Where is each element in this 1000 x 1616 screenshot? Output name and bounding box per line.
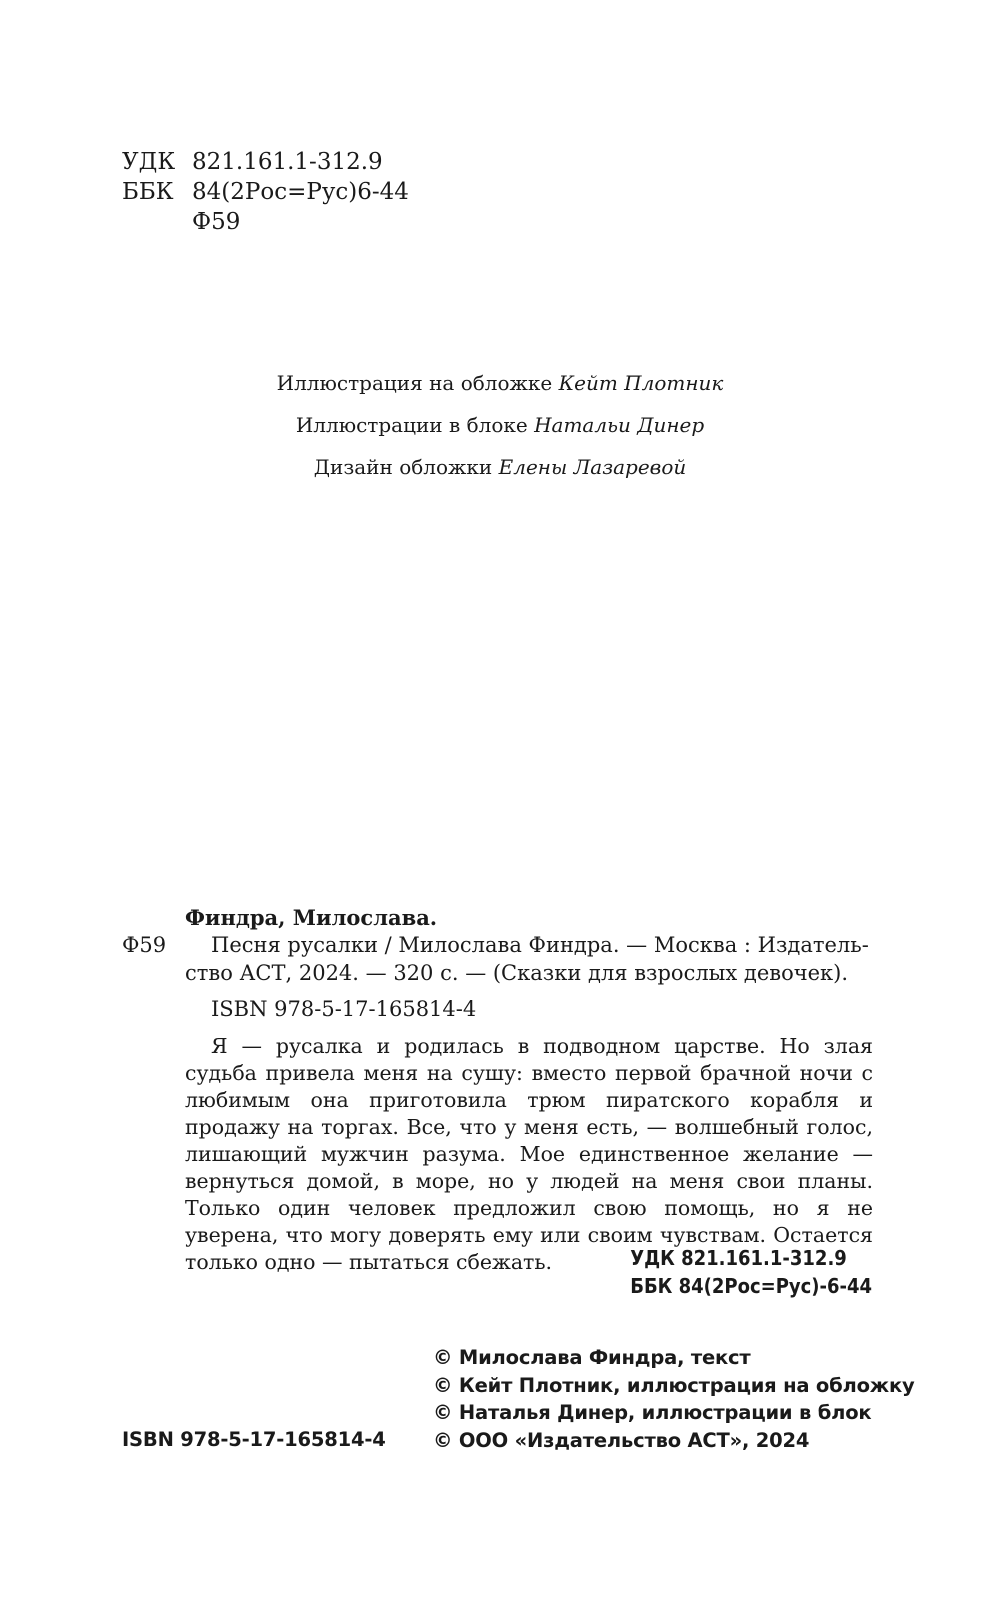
credit-line: [0, 411, 1000, 439]
record-mark: Ф59: [122, 933, 167, 957]
credit-line: [0, 453, 1000, 481]
bbk-label: ББК: [122, 179, 174, 205]
record-annotation: Я — русалка и родилась в подводном царстве. Но злая судьба привела меня на сушу: вместо первой брачной ночи с любимым она приготовила трюм пиратского корабля и продажу на торгах. Все, что у меня есть, — волшебный голос, лишающий мужчин разума. Мое единственное желание — вернуться домой, в море, но у людей на меня свои планы. Только один человек предложил свою помощь, но я не уверена, что могу доверять ему или своим чувствам. Остается только одно — пытаться сбежать.: [185, 1034, 873, 1274]
copyright-line: © Наталья Динер, иллюстрации в блок: [433, 1401, 872, 1424]
credit-name: Натальи Динер: [534, 413, 705, 437]
bbk-value: 84(2Рос=Рус)6-44: [192, 179, 409, 205]
author-mark: Ф59: [192, 209, 241, 235]
record-line-2: ство АСТ, 2024. — 320 с. — (Сказки для взрослых девочек).: [185, 961, 849, 985]
copyright-list: [433, 1344, 915, 1454]
record-codes: [630, 1244, 872, 1300]
record-bbk: ББК 84(2Рос=Рус)-6-44: [630, 1274, 872, 1298]
record-line-1: Песня русалки / Милослава Финдра. — Москва : Издатель-: [211, 933, 869, 957]
record-udk: УДК 821.161.1-312.9: [630, 1246, 847, 1270]
udk-value: 821.161.1-312.9: [192, 149, 383, 175]
record-heading: Финдра, Милослава.: [185, 905, 438, 930]
credit-role: Иллюстрация на обложке: [276, 371, 553, 395]
credit-role: Иллюстрации в блоке: [295, 413, 528, 437]
copyright-line: © ООО «Издательство АСТ», 2024: [433, 1428, 810, 1452]
copyright-line: © Кейт Плотник, иллюстрация на обложку: [433, 1373, 915, 1397]
credit-line: [0, 369, 1000, 397]
credit-name: Кейт Плотник: [558, 371, 724, 395]
record-isbn: ISBN 978-5-17-165814-4: [211, 997, 477, 1021]
udk-label: УДК: [122, 149, 176, 175]
copyright-line: © Милослава Финдра, текст: [433, 1346, 751, 1369]
credit-name: Елены Лазаревой: [498, 455, 687, 479]
footer-isbn: ISBN 978-5-17-165814-4: [122, 1428, 386, 1451]
credit-role: Дизайн обложки: [313, 455, 493, 479]
